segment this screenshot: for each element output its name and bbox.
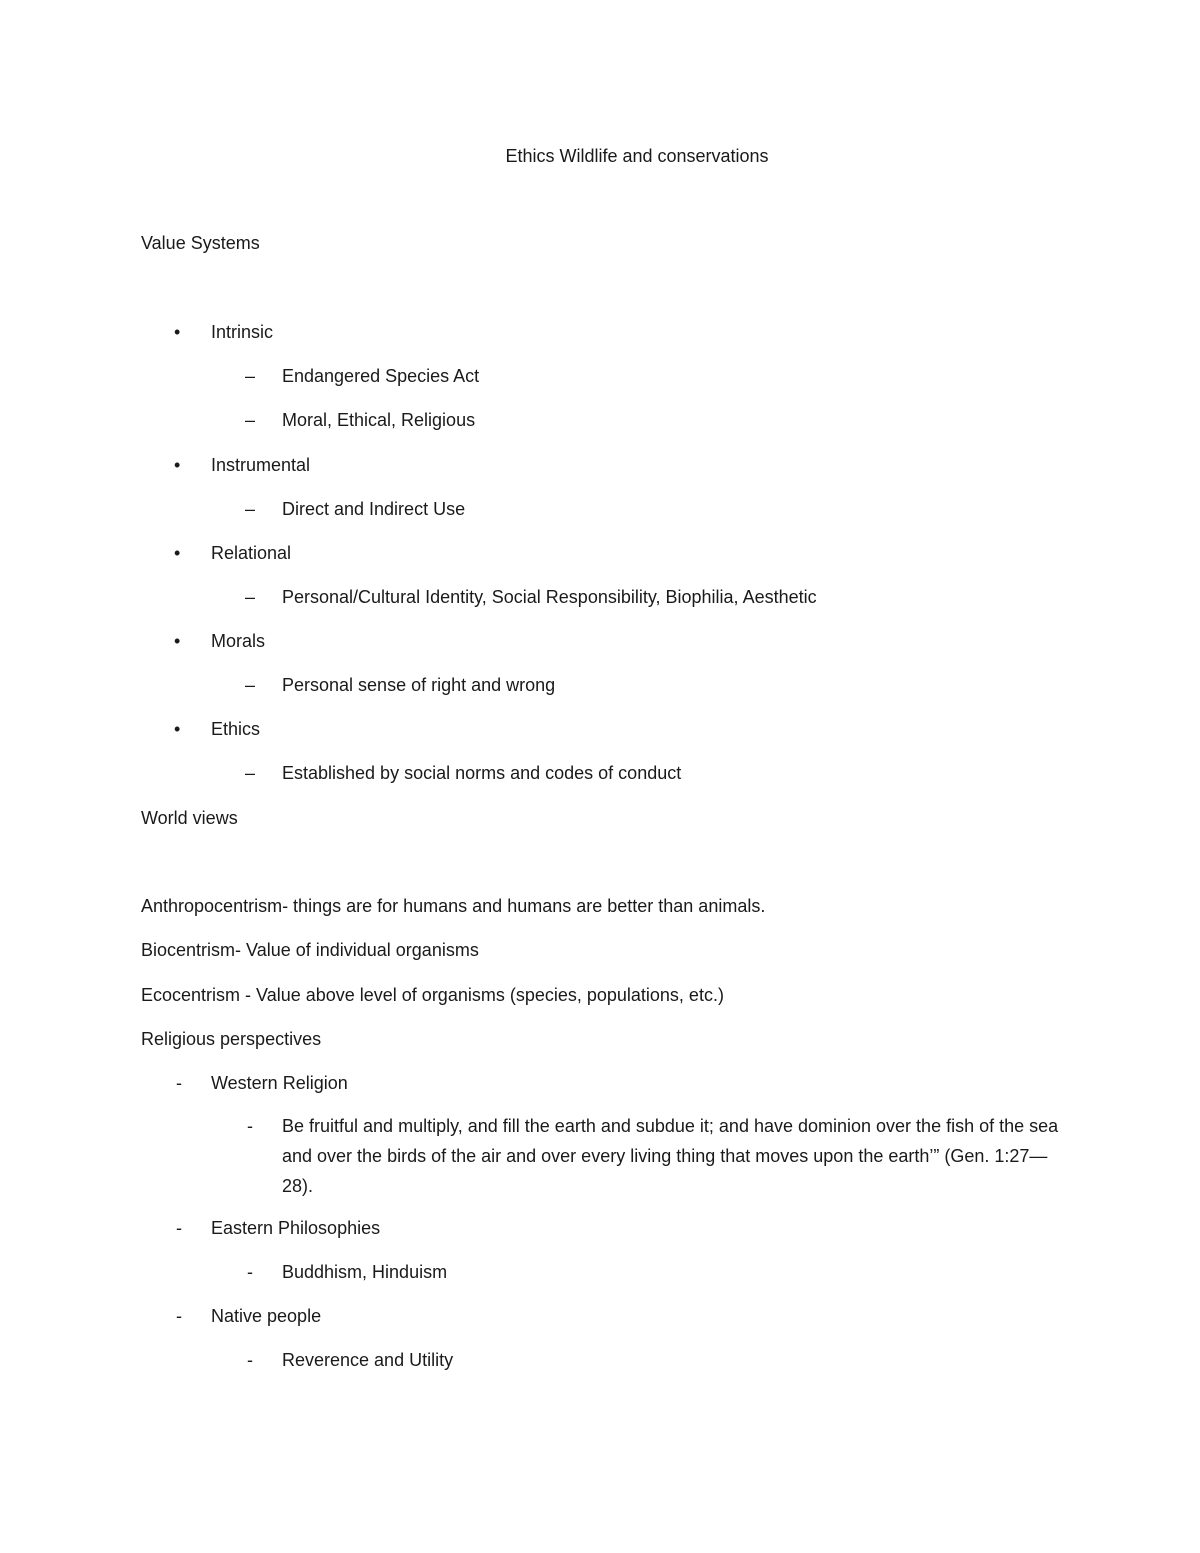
world-view-entry: Anthropocentrism- things are for humans and humans are better than animals.	[141, 896, 766, 916]
sub-item: Moral, Ethical, Religious	[282, 410, 476, 430]
hyphen-icon: -	[247, 1116, 253, 1136]
dash-icon: –	[245, 587, 256, 607]
sub-item: Reverence and Utility	[282, 1350, 454, 1370]
world-view-entry: Ecocentrism - Value above level of organisms (species, populations, etc.)	[141, 985, 724, 1005]
bullet-icon: •	[174, 543, 181, 563]
genesis-quote: Be fruitful and multiply, and fill the earth and subdue it; and have dominion over the fish of the sea and over the birds of the air and over every living thing that moves upon the earth’” (Gen. 1:27—28).	[282, 1116, 1059, 1196]
bullet-icon: •	[174, 322, 181, 342]
sub-item: Buddhism, Hinduism	[282, 1262, 448, 1282]
hyphen-icon: -	[247, 1262, 253, 1282]
dash-icon: –	[245, 410, 256, 430]
hyphen-icon: -	[176, 1306, 182, 1326]
list-item-western-religion: Western Religion	[211, 1073, 348, 1093]
sub-item: Endangered Species Act	[282, 366, 480, 386]
bullet-icon: •	[174, 631, 181, 651]
sub-item: Direct and Indirect Use	[282, 499, 466, 519]
sub-item: Personal sense of right and wrong	[282, 675, 556, 695]
dash-icon: –	[245, 366, 256, 386]
world-views-heading: World views	[141, 808, 238, 828]
bullet-icon: •	[174, 455, 181, 475]
dash-icon: –	[245, 499, 256, 519]
religious-heading: Religious perspectives	[141, 1029, 322, 1049]
hyphen-icon: -	[176, 1218, 182, 1238]
list-item-instrumental: Instrumental	[211, 455, 311, 475]
list-item-ethics: Ethics	[211, 719, 261, 739]
bullet-icon: •	[174, 719, 181, 739]
sub-item: Established by social norms and codes of conduct	[282, 763, 682, 783]
sub-item: Personal/Cultural Identity, Social Responsibility, Biophilia, Aesthetic	[282, 587, 817, 607]
list-item-intrinsic: Intrinsic	[211, 322, 274, 342]
world-view-entry: Biocentrism- Value of individual organisms	[141, 940, 479, 960]
dash-icon: –	[245, 675, 256, 695]
dash-icon: –	[245, 763, 256, 783]
value-systems-heading: Value Systems	[141, 233, 260, 253]
list-item-eastern-philosophies: Eastern Philosophies	[211, 1218, 381, 1238]
list-item-relational: Relational	[211, 543, 292, 563]
hyphen-icon: -	[176, 1073, 182, 1093]
list-item-morals: Morals	[211, 631, 266, 651]
document-title: Ethics Wildlife and conservations	[505, 146, 769, 166]
hyphen-icon: -	[247, 1350, 253, 1370]
list-item-native-people: Native people	[211, 1306, 322, 1326]
